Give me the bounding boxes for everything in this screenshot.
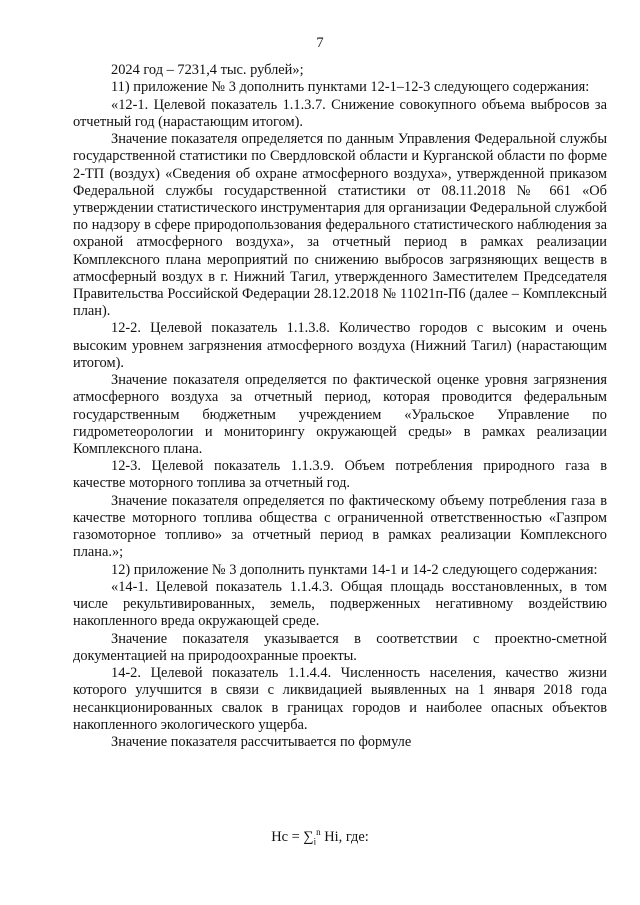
formula-sum-upper-index: n: [316, 827, 321, 837]
document-body: [73, 62, 607, 751]
paragraph: 12-3. Целевой показатель 1.1.3.9. Объем потребления природного газа в качестве моторного топлива за отчетный год.: [73, 458, 607, 492]
paragraph: 2024 год – 7231,4 тыс. рублей»;: [111, 62, 304, 78]
paragraph: «12-1. Целевой показатель 1.1.3.7. Снижение совокупного объема выбросов за отчетный год (нарастающим итогом).: [73, 96, 607, 130]
paragraph: 11) приложение № 3 дополнить пунктами 12-1–12-3 следующего содержания:: [111, 79, 590, 96]
paragraph: Значение показателя определяется по данным Управления Федеральной службы государственной статистики по Свердловской области и Курганской области по форме 2-ТП (воздух) «Сведения об охране атмосферного воздуха», утвержденной приказом Федеральной службы государственной статистики от 08.11.2018 № 661 «Об утверждении статистического инструментария для организации Федеральной службой по надзору в сфере природопользования федерального статистического наблюдения за охраной атмосферного воздуха», за отчетный период в рамках реализации Комплексного плана мероприятий по снижению выбросов загрязняющих веществ в атмосферный воздух в г. Нижний Тагил, утвержденного Заместителем Председателя Правительства Российской Федерации 28.12.2018 № 11021п-П6 (далее – Комплексный план).: [73, 131, 607, 320]
paragraph: «14-1. Целевой показатель 1.1.4.3. Общая площадь восстановленных, в том числе рекультивированных, земель, подверженных негативному воздействию накопленного вреда окружающей среде.: [73, 578, 607, 630]
paragraph: 14-2. Целевой показатель 1.1.4.4. Численность населения, качество жизни которого улучшится в связи с ликвидацией выявленных на 1 января 2018 года несанкционированных свалок в границах городов и наиболее опасных объектов накопленного экологического ущерба.: [73, 665, 607, 733]
paragraph: Значение показателя определяется по фактическому объему потребления газа в качестве моторного топлива общества с ограниченной ответственностью «Газпром газомоторное топливо» за отчетный период в рамках реализации Комплексного плана.»;: [73, 492, 607, 561]
formula: [0, 827, 640, 847]
page-number: 7: [316, 35, 324, 51]
formula-sum-lower-index: i: [313, 836, 317, 847]
formula-sum-symbol: ∑: [303, 828, 314, 845]
paragraph: Значение показателя указывается в соответствии с проектно-сметной документацией на природоохранные проекты.: [73, 630, 607, 664]
paragraph: Значение показателя рассчитывается по формуле: [111, 734, 412, 751]
paragraph: 12-2. Целевой показатель 1.1.3.8. Количество городов с высоким и очень высоким уровнем загрязнения атмосферного воздуха (Нижний Тагил) (нарастающим итогом).: [73, 320, 607, 371]
paragraph: Значение показателя определяется по фактической оценке уровня загрязнения атмосферного воздуха за отчетный период, которая проводится федеральным государственным бюджетным учреждением «Уральское Управление по гидрометеорологии и мониторингу окружающей среды» в рамках реализации Комплексного плана.: [73, 372, 607, 457]
formula-rhs: Нi, где:: [320, 828, 369, 845]
formula-lhs: Нс =: [271, 828, 304, 845]
paragraph: 12) приложение № 3 дополнить пунктами 14-1 и 14-2 следующего содержания:: [111, 561, 598, 578]
